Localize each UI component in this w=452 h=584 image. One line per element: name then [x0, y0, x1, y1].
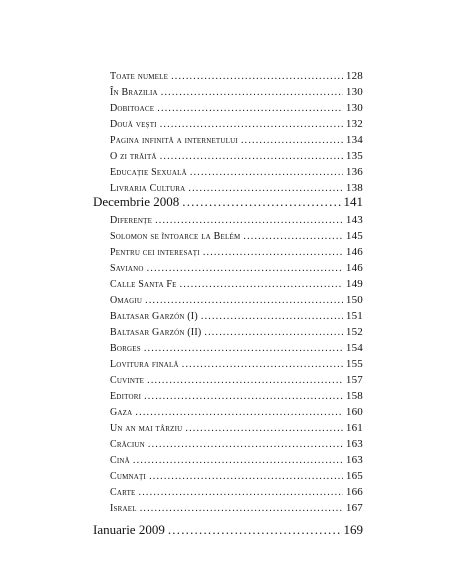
dot-leader: [148, 439, 343, 450]
dot-leader: [144, 391, 343, 402]
toc-entry-page: 163: [345, 454, 363, 466]
toc-entry[interactable]: [110, 70, 363, 82]
toc-entry-title: Educație Sexuală: [110, 167, 187, 178]
toc-entry-title: Lovitura finală: [110, 359, 179, 370]
toc-entry-page: 135: [345, 150, 363, 162]
dot-leader: [160, 119, 343, 130]
dot-leader: [201, 311, 343, 322]
dot-leader: [147, 263, 343, 274]
toc-entry-title: Saviano: [110, 263, 144, 274]
toc-entry[interactable]: [110, 166, 363, 178]
toc-entry-page: 138: [345, 182, 363, 194]
toc-entry-page: 165: [345, 470, 363, 482]
toc-entry-title: Israel: [110, 503, 137, 514]
toc-chapter-title: Decembrie 2008: [93, 194, 180, 209]
toc-entry-page: 150: [345, 294, 363, 306]
dot-leader: [185, 423, 343, 434]
toc-entry-page: 132: [345, 118, 363, 130]
dot-leader: [182, 194, 340, 210]
toc-entry[interactable]: [110, 86, 363, 98]
toc-entry-title: În Brazilia: [110, 87, 158, 98]
toc-entry-page: 134: [345, 134, 363, 146]
toc-entry-title: Baltasar Garzón (I): [110, 311, 198, 322]
toc-entry-page: 130: [345, 102, 363, 114]
toc-entry[interactable]: [110, 246, 363, 258]
toc-entry-page: 143: [345, 214, 363, 226]
toc-entry-title: Carte: [110, 487, 136, 498]
toc-entry-page: 158: [345, 390, 363, 402]
toc-entry[interactable]: [110, 230, 363, 242]
dot-leader: [204, 327, 342, 338]
toc-entry[interactable]: [110, 182, 363, 194]
toc-entry-page: 160: [345, 406, 363, 418]
toc-entry-page: 154: [345, 342, 363, 354]
dot-leader: [168, 522, 341, 538]
toc-entry-page: 146: [345, 262, 363, 274]
toc-entry-page: 149: [345, 278, 363, 290]
toc-entry[interactable]: [110, 390, 363, 402]
toc-entry[interactable]: [110, 214, 363, 226]
toc-entry-page: 157: [345, 374, 363, 386]
toc-entry-page: 128: [345, 70, 363, 82]
toc-entry-page: 161: [345, 422, 363, 434]
toc-entry-title: Omagiu: [110, 295, 143, 306]
toc-entry-page: 146: [345, 246, 363, 258]
toc-entry-page: 130: [345, 86, 363, 98]
toc-entry-page: 155: [345, 358, 363, 370]
toc-entry-page: 152: [345, 326, 363, 338]
dot-leader: [147, 375, 343, 386]
toc-entry[interactable]: [110, 118, 363, 130]
dot-leader: [243, 231, 343, 242]
dot-leader: [140, 503, 343, 514]
toc-entry[interactable]: [110, 294, 363, 306]
toc-entry[interactable]: [110, 486, 363, 498]
dot-leader: [190, 167, 343, 178]
dot-leader: [157, 103, 343, 114]
toc-chapter-title: Ianuarie 2009: [93, 522, 165, 537]
dot-leader: [203, 247, 343, 258]
dot-leader: [188, 183, 343, 194]
toc-entry-title: Editori: [110, 391, 142, 402]
dot-leader: [182, 359, 343, 370]
toc-entry[interactable]: [110, 150, 363, 162]
dot-leader: [135, 407, 342, 418]
toc-entry-title: Toate numele: [110, 71, 169, 82]
toc-entry-page: 167: [345, 502, 363, 514]
toc-entry-title: Cumnați: [110, 471, 147, 482]
toc-entry[interactable]: [110, 262, 363, 274]
toc-entry[interactable]: [110, 342, 363, 354]
toc-chapter-page: 169: [343, 522, 363, 537]
toc-entry-title: Un an mai târziu: [110, 423, 183, 434]
toc-entry[interactable]: [110, 310, 363, 322]
toc-entry-title: Pentru cei interesați: [110, 247, 200, 258]
toc-entry-title: Crăciun: [110, 439, 145, 450]
toc-entry-title: Calle Santa Fe: [110, 279, 177, 290]
toc-entry-page: 151: [345, 310, 363, 322]
dot-leader: [160, 151, 343, 162]
dot-leader: [144, 343, 343, 354]
dot-leader: [161, 87, 343, 98]
dot-leader: [241, 135, 343, 146]
toc-entry[interactable]: [110, 422, 363, 434]
toc-entry-page: 136: [345, 166, 363, 178]
toc-entry-title: Borges: [110, 343, 141, 354]
toc-chapter[interactable]: [93, 194, 363, 210]
toc-entry[interactable]: [110, 278, 363, 290]
toc-entry-title: Livraria Cultura: [110, 183, 186, 194]
dot-leader: [180, 279, 343, 290]
toc-entry-title: Baltasar Garzón (II): [110, 327, 202, 338]
toc-entry-page: 166: [345, 486, 363, 498]
toc-entry-title: Diferențe: [110, 215, 153, 226]
toc-entry-title: Solomon se întoarce la Belém: [110, 231, 241, 242]
toc-entry[interactable]: [110, 102, 363, 114]
toc-chapter-page: 141: [343, 194, 363, 209]
toc-entry[interactable]: [110, 374, 363, 386]
toc-entry[interactable]: [110, 454, 363, 466]
dot-leader: [139, 487, 343, 498]
dot-leader: [133, 455, 343, 466]
toc-chapter[interactable]: [93, 522, 363, 538]
toc-entry[interactable]: [110, 470, 363, 482]
toc-entry-title: Pagina infinită a internetului: [110, 135, 238, 146]
dot-leader: [171, 71, 343, 82]
toc-entry-page: 163: [345, 438, 363, 450]
toc-entry-page: 145: [345, 230, 363, 242]
toc-entry-title: Două vești: [110, 119, 157, 130]
toc-entry[interactable]: [110, 326, 363, 338]
dot-leader: [155, 215, 343, 226]
toc-entry-title: Cină: [110, 455, 130, 466]
toc-entry[interactable]: [110, 358, 363, 370]
toc-entry[interactable]: [110, 438, 363, 450]
toc-entry-title: Cuvinte: [110, 375, 145, 386]
toc-entry-title: O zi trăită: [110, 151, 157, 162]
toc-entry[interactable]: [110, 502, 363, 514]
dot-leader: [149, 471, 343, 482]
toc-entry[interactable]: [110, 406, 363, 418]
toc-entry[interactable]: [110, 134, 363, 146]
dot-leader: [145, 295, 343, 306]
toc-entry-title: Dobitoace: [110, 103, 155, 114]
toc-entry-title: Gaza: [110, 407, 133, 418]
